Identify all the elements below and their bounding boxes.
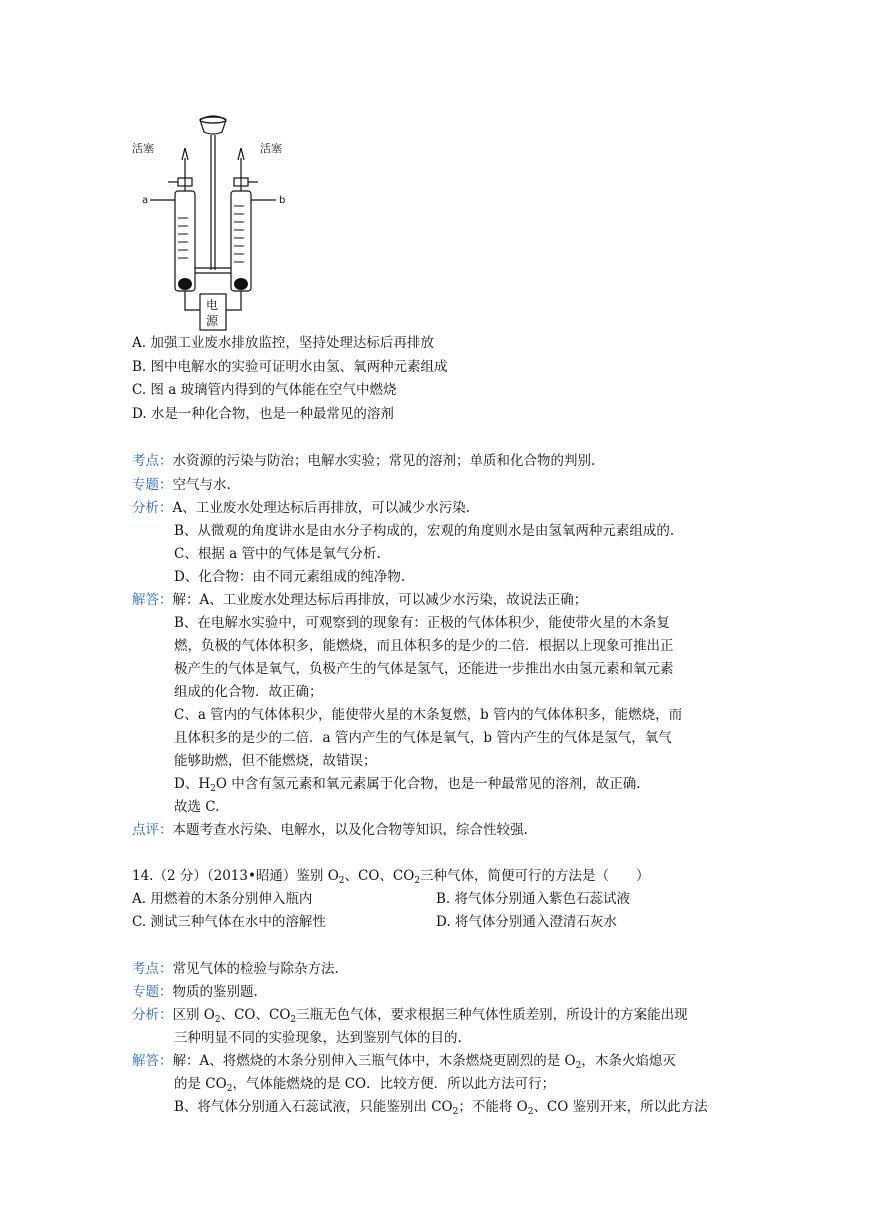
q14-jieda-1b: ，木条火焰熄灭 [581, 1053, 676, 1069]
left-tube-icon [150, 148, 195, 291]
q13-option-d: D. 水是一种化合物，也是一种最常见的溶剂 [132, 406, 394, 422]
q14-fenxi-sub-2: 2 [290, 1015, 297, 1025]
q13-fenxi-line-3: C、根据 a 管中的气体是氧气分析. [174, 546, 381, 562]
q13-fenxi [132, 499, 470, 517]
q14-jieda-2b: ，气体能燃烧的是 CO．比较方便．所以此方法可行； [232, 1076, 556, 1092]
jieda-d-rest: O 中含有氢元素和氧元素属于化合物，也是一种最常见的溶剂，故正确. [215, 776, 641, 792]
q14-option-a: A. 用燃着的木条分别伸入瓶内 [132, 891, 313, 907]
q13-dianping [132, 821, 528, 839]
q13-jieda-line-7: 且体积多的是少的二倍．a 管内产生的气体是氧气，b 管内产生的气体是氢气，氧气 [174, 730, 672, 746]
q13-jieda-line-3: 燃，负极的气体体积多，能燃烧，而且体积多的是少的二倍．根据以上现象可推出正 [174, 638, 674, 654]
label-b: b [279, 195, 286, 206]
q14-fenxi-sub-1: 2 [214, 1015, 221, 1025]
q13-fenxi-line-4: D、化合物：由不同元素组成的纯净物. [174, 569, 406, 585]
q14-sub-2: 2 [414, 876, 421, 886]
q14-jieda-sub-3: 2 [452, 1107, 459, 1117]
label-stopcock-right: 活塞 [260, 142, 282, 155]
q14-sub-1: 2 [338, 876, 345, 886]
q13-jieda-end: 故选 C. [174, 799, 220, 815]
q14-jieda-sub-1: 2 [575, 1061, 582, 1071]
q14-fenxi-line-2: 三种明显不同的实验现象，达到鉴别气体的目的. [174, 1030, 462, 1046]
q13-jieda-line-4: 极产生的气体是氧气，负极产生的气体是氢气，还能进一步推出水由氢元素和氧元素 [174, 661, 674, 677]
kaodian-text: 水资源的污染与防治；电解水实验；常见的溶剂；单质和化合物的判别. [172, 453, 596, 469]
connector-tube [195, 268, 231, 273]
q14-stem-1: 14.（2 分）（2013•昭通）鉴别 O [132, 868, 339, 884]
q14-option-c: C. 测试三种气体在水中的溶解性 [132, 914, 326, 930]
q14-zhuanti-text: 物质的鉴别题. [172, 984, 258, 1000]
q14-kaodian-tag: 考点： [132, 961, 173, 977]
q14-jieda-3a: B、将气体分别通入石蕊试液，只能鉴别出 CO [174, 1099, 453, 1115]
right-tube-icon [231, 148, 276, 291]
q14-fenxi-1c: 三瓶无色气体，要求根据三种气体性质差别，所设计的方案能出现 [296, 1007, 688, 1023]
q14-zhuanti [132, 983, 258, 1001]
label-power-2: 源 [206, 314, 219, 328]
q14-fenxi-tag: 分析： [132, 1007, 173, 1023]
q14-jieda-3c: 、CO 鉴别开来，所以此方法 [533, 1099, 708, 1115]
q14-fenxi-1a: 区别 O [172, 1007, 215, 1023]
q14-jieda-sub-2: 2 [226, 1084, 233, 1094]
q14-zhuanti-tag: 专题： [132, 984, 173, 1000]
q14-jieda-line-3 [174, 1098, 708, 1121]
q14-jieda-1a: 解：A、将燃烧的木条分别伸入三瓶气体中，木条燃烧更剧烈的是 O [172, 1053, 576, 1069]
q13-option-a: A. 加强工业废水排放监控，坚持处理达标后再排放 [132, 335, 434, 351]
jieda-line-1: 解：A、工业废水处理达标后再排放，可以减少水污染，故说法正确； [172, 592, 588, 608]
label-power-1: 电 [206, 298, 219, 312]
q14-stem [132, 867, 650, 890]
zhuanti-tag: 专题： [132, 477, 173, 493]
q13-jieda [132, 591, 587, 609]
q14-jieda-line-2 [174, 1075, 555, 1098]
q14-jieda [132, 1052, 676, 1075]
q13-jieda-line-d [174, 775, 641, 798]
fenxi-tag: 分析： [132, 500, 173, 516]
q13-kaodian [132, 452, 595, 470]
funnel-icon [200, 116, 226, 270]
q13-option-b: B. 图中电解水的实验可证明水由氢、氧两种元素组成 [132, 359, 448, 375]
q14-jieda-sub-4: 2 [527, 1107, 534, 1117]
zhuanti-text: 空气与水. [172, 477, 231, 493]
fenxi-line-1: A、工业废水处理达标后再排放，可以减少水污染. [172, 500, 471, 516]
label-a: a [142, 195, 149, 206]
q14-stem-3: 三种气体，简便可行的方法是（ ） [420, 868, 650, 884]
q13-option-c: C. 图 a 玻璃管内得到的气体能在空气中燃烧 [132, 382, 397, 398]
q13-jieda-line-2: B、在电解水实验中，可观察到的现象有：正极的气体体积少，能使带火星的木条复 [174, 615, 670, 631]
dianping-tag: 点评： [132, 822, 173, 838]
q14-kaodian [132, 960, 339, 978]
dianping-text: 本题考查水污染、电解水，以及化合物等知识，综合性较强. [172, 822, 528, 838]
q14-kaodian-text: 常见气体的检验与除杂方法. [172, 961, 339, 977]
q14-stem-2: 、CO、CO [344, 868, 415, 884]
q13-jieda-line-5: 组成的化合物．故正确； [174, 684, 323, 700]
q14-option-d: D. 将气体分别通入澄清石灰水 [436, 914, 617, 930]
q13-fenxi-line-2: B、从微观的角度讲水是由水分子构成的，宏观的角度则水是由氢氧两种元素组成的. [174, 523, 675, 539]
electrolysis-diagram [128, 108, 298, 333]
q14-fenxi [132, 1006, 688, 1029]
jieda-d-sub: 2 [210, 784, 216, 794]
q14-option-b: B. 将气体分别通入紫色石蕊试液 [436, 891, 631, 907]
label-stopcock-left: 活塞 [132, 142, 154, 155]
electrode-icon [178, 278, 248, 290]
q13-zhuanti [132, 476, 231, 494]
q13-jieda-line-6: C、a 管内的气体体积少，能使带火星的木条复燃，b 管内的气体体积多，能燃烧，而 [174, 707, 683, 723]
q14-fenxi-1b: 、CO、CO [220, 1007, 291, 1023]
q13-jieda-line-8: 能够助燃，但不能燃烧，故错误； [174, 753, 377, 769]
q14-jieda-3b: ；不能将 O [458, 1099, 528, 1115]
jieda-tag: 解答： [132, 592, 173, 608]
jieda-d-prefix: D、H [174, 776, 211, 792]
q14-jieda-tag: 解答： [132, 1053, 173, 1069]
q14-jieda-2a: 的是 CO [174, 1076, 227, 1092]
kaodian-tag: 考点： [132, 453, 173, 469]
